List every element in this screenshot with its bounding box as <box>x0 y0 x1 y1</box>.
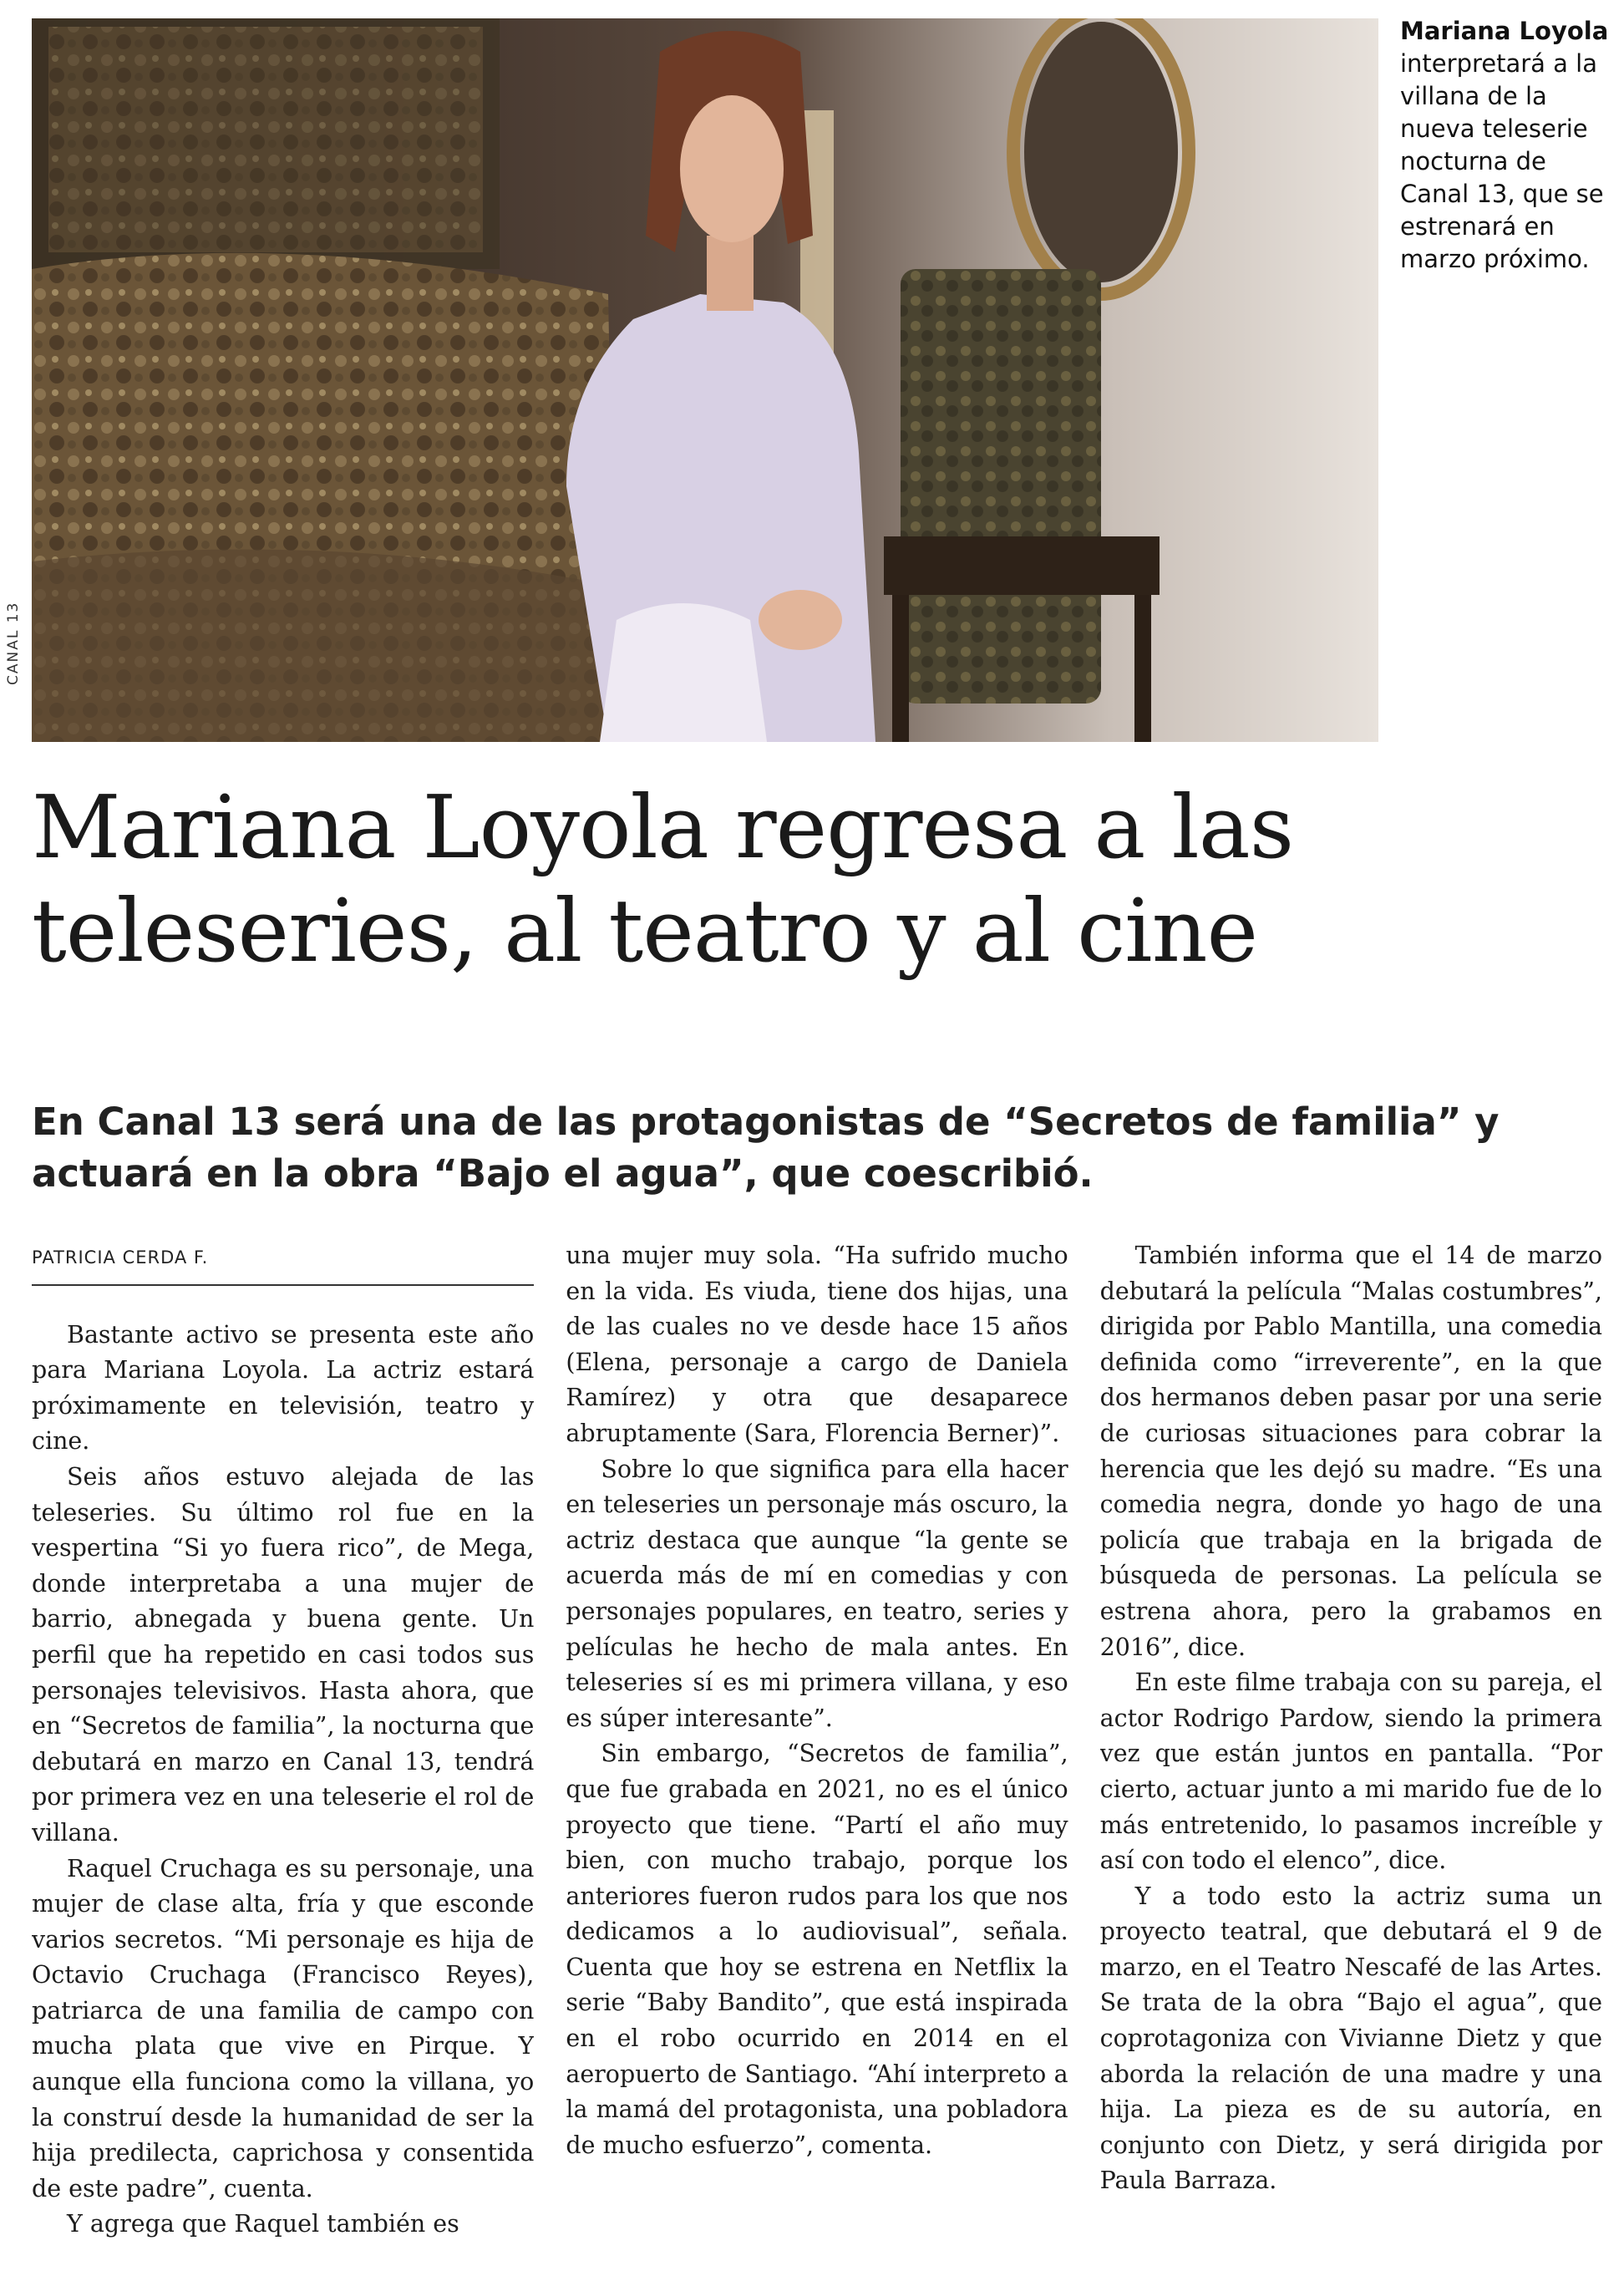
caption-text: interpretará a la villana de la nueva teleserie nocturna de Canal 13, que se estrenará en marzo próximo. <box>1400 49 1604 273</box>
paragraph: Sobre lo que significa para ella hacer en teleseries un personaje más oscuro, la actriz destaca que aunque “la gente se acuerda más de mí en comedias y con personajes populares, en teatro, series y películas he hecho de mala antes. En teleseries sí es mi primera villana, y eso es súper interesante”. <box>566 1455 1068 1732</box>
paragraph: Raquel Cruchaga es su personaje, una mujer de clase alta, fría y que esconde varios secretos. “Mi personaje es hija de Octavio Cruchaga (Francisco Reyes), patriarca de una familia de campo con mucha plata que vive en Pirque. Y aunque ella funciona como la villana, yo la construí desde la humanidad de ser la hija predilecta, caprichosa y consentida de este padre”, cuenta. <box>32 1854 535 2202</box>
column-1 <box>32 1238 534 2266</box>
photo-illustration <box>32 18 1378 742</box>
byline: PATRICIA CERDA F. <box>32 1238 534 1286</box>
article-body <box>32 1238 1602 2266</box>
paragraph: También informa que el 14 de marzo debutará la película “Malas costumbres”, dirigida por Pablo Mantilla, una comedia definida como “irreverente”, en la que dos hermanos deben pasar por una serie de curiosas situaciones para cobrar la herencia que les dejó su madre. “Es una comedia negra, donde yo hago de una policía que trabaja en la brigada de búsqueda de personas. La película se estrena ahora, pero la grabamos en 2016”, dice. <box>1099 1242 1602 1661</box>
photo-credit: CANAL 13 <box>5 601 22 685</box>
paragraph: En este filme trabaja con su pareja, el actor Rodrigo Pardow, siendo la primera vez que están juntos en pantalla. “Por cierto, actuar junto a mi marido fue de lo más entretenido, lo pasamos increíble y así con todo el elenco”, dice. <box>1099 1669 1602 1875</box>
paragraph: una mujer muy sola. “Ha sufrido mucho en la vida. Es viuda, tiene dos hijas, una de las cuales no ve desde hace 15 años (Elena, personaje a cargo de Daniela Ramírez) y otra que desaparece abruptamente (Sara, Florencia Berner)”. <box>566 1242 1068 1447</box>
photo-caption <box>1400 15 1619 276</box>
article-photo <box>32 18 1378 742</box>
subheadline: En Canal 13 será una de las protagonistas de “Secretos de familia” y actuará en la obra “Bajo el agua”, que coescribió. <box>32 1100 1500 1196</box>
headline: Mariana Loyola regresa a las teleseries, al teatro y al cine <box>32 776 1294 982</box>
paragraph: Bastante activo se presenta este año para Mariana Loyola. La actriz estará próximamente en televisión, teatro y cine. <box>32 1320 535 1456</box>
caption-name: Mariana Loyola <box>1400 17 1609 45</box>
paragraph: Sin embargo, “Secretos de familia”, que fue grabada en 2021, no es el único proyecto que tiene. “Partí el año muy bien, con mucho trabajo, porque los anteriores fueron rudos para los que nos dedicamos a lo audiovisual”, señala. Cuenta que hoy se estrena en Netflix la serie “Baby Bandito”, que está inspirada en el robo ocurrido en 2014 en el aeropuerto de Santiago. “Ahí interpreto a la mamá del protagonista, una pobladora de mucho esfuerzo”, comenta. <box>566 1740 1068 2159</box>
paragraph: Y a todo esto la actriz suma un proyecto teatral, que debutará el 9 de marzo, en el Teatro Nescafé de las Artes. Se trata de la obra “Bajo el agua”, que coprotagoniza con Vivianne Dietz y que aborda la relación de una madre y una hija. La pieza es de su autoría, en conjunto con Dietz, y será dirigida por Paula Barraza. <box>1099 1882 1602 2195</box>
column-3 <box>1100 1238 1602 2266</box>
paragraph: Seis años estuvo alejada de las teleseries. Su último rol fue en la vespertina “Si yo fuera rico”, de Mega, donde interpretaba a una mujer de barrio, abnegada y buena gente. Un perfil que ha repetido en casi todos sus personajes televisivos. Hasta ahora, que en “Secretos de familia”, la nocturna que debutará en marzo en Canal 13, tendrá por primera vez en una teleserie el rol de villana. <box>32 1462 535 1847</box>
column-2 <box>566 1238 1068 2266</box>
paragraph: Y agrega que Raquel también es <box>67 2210 459 2238</box>
